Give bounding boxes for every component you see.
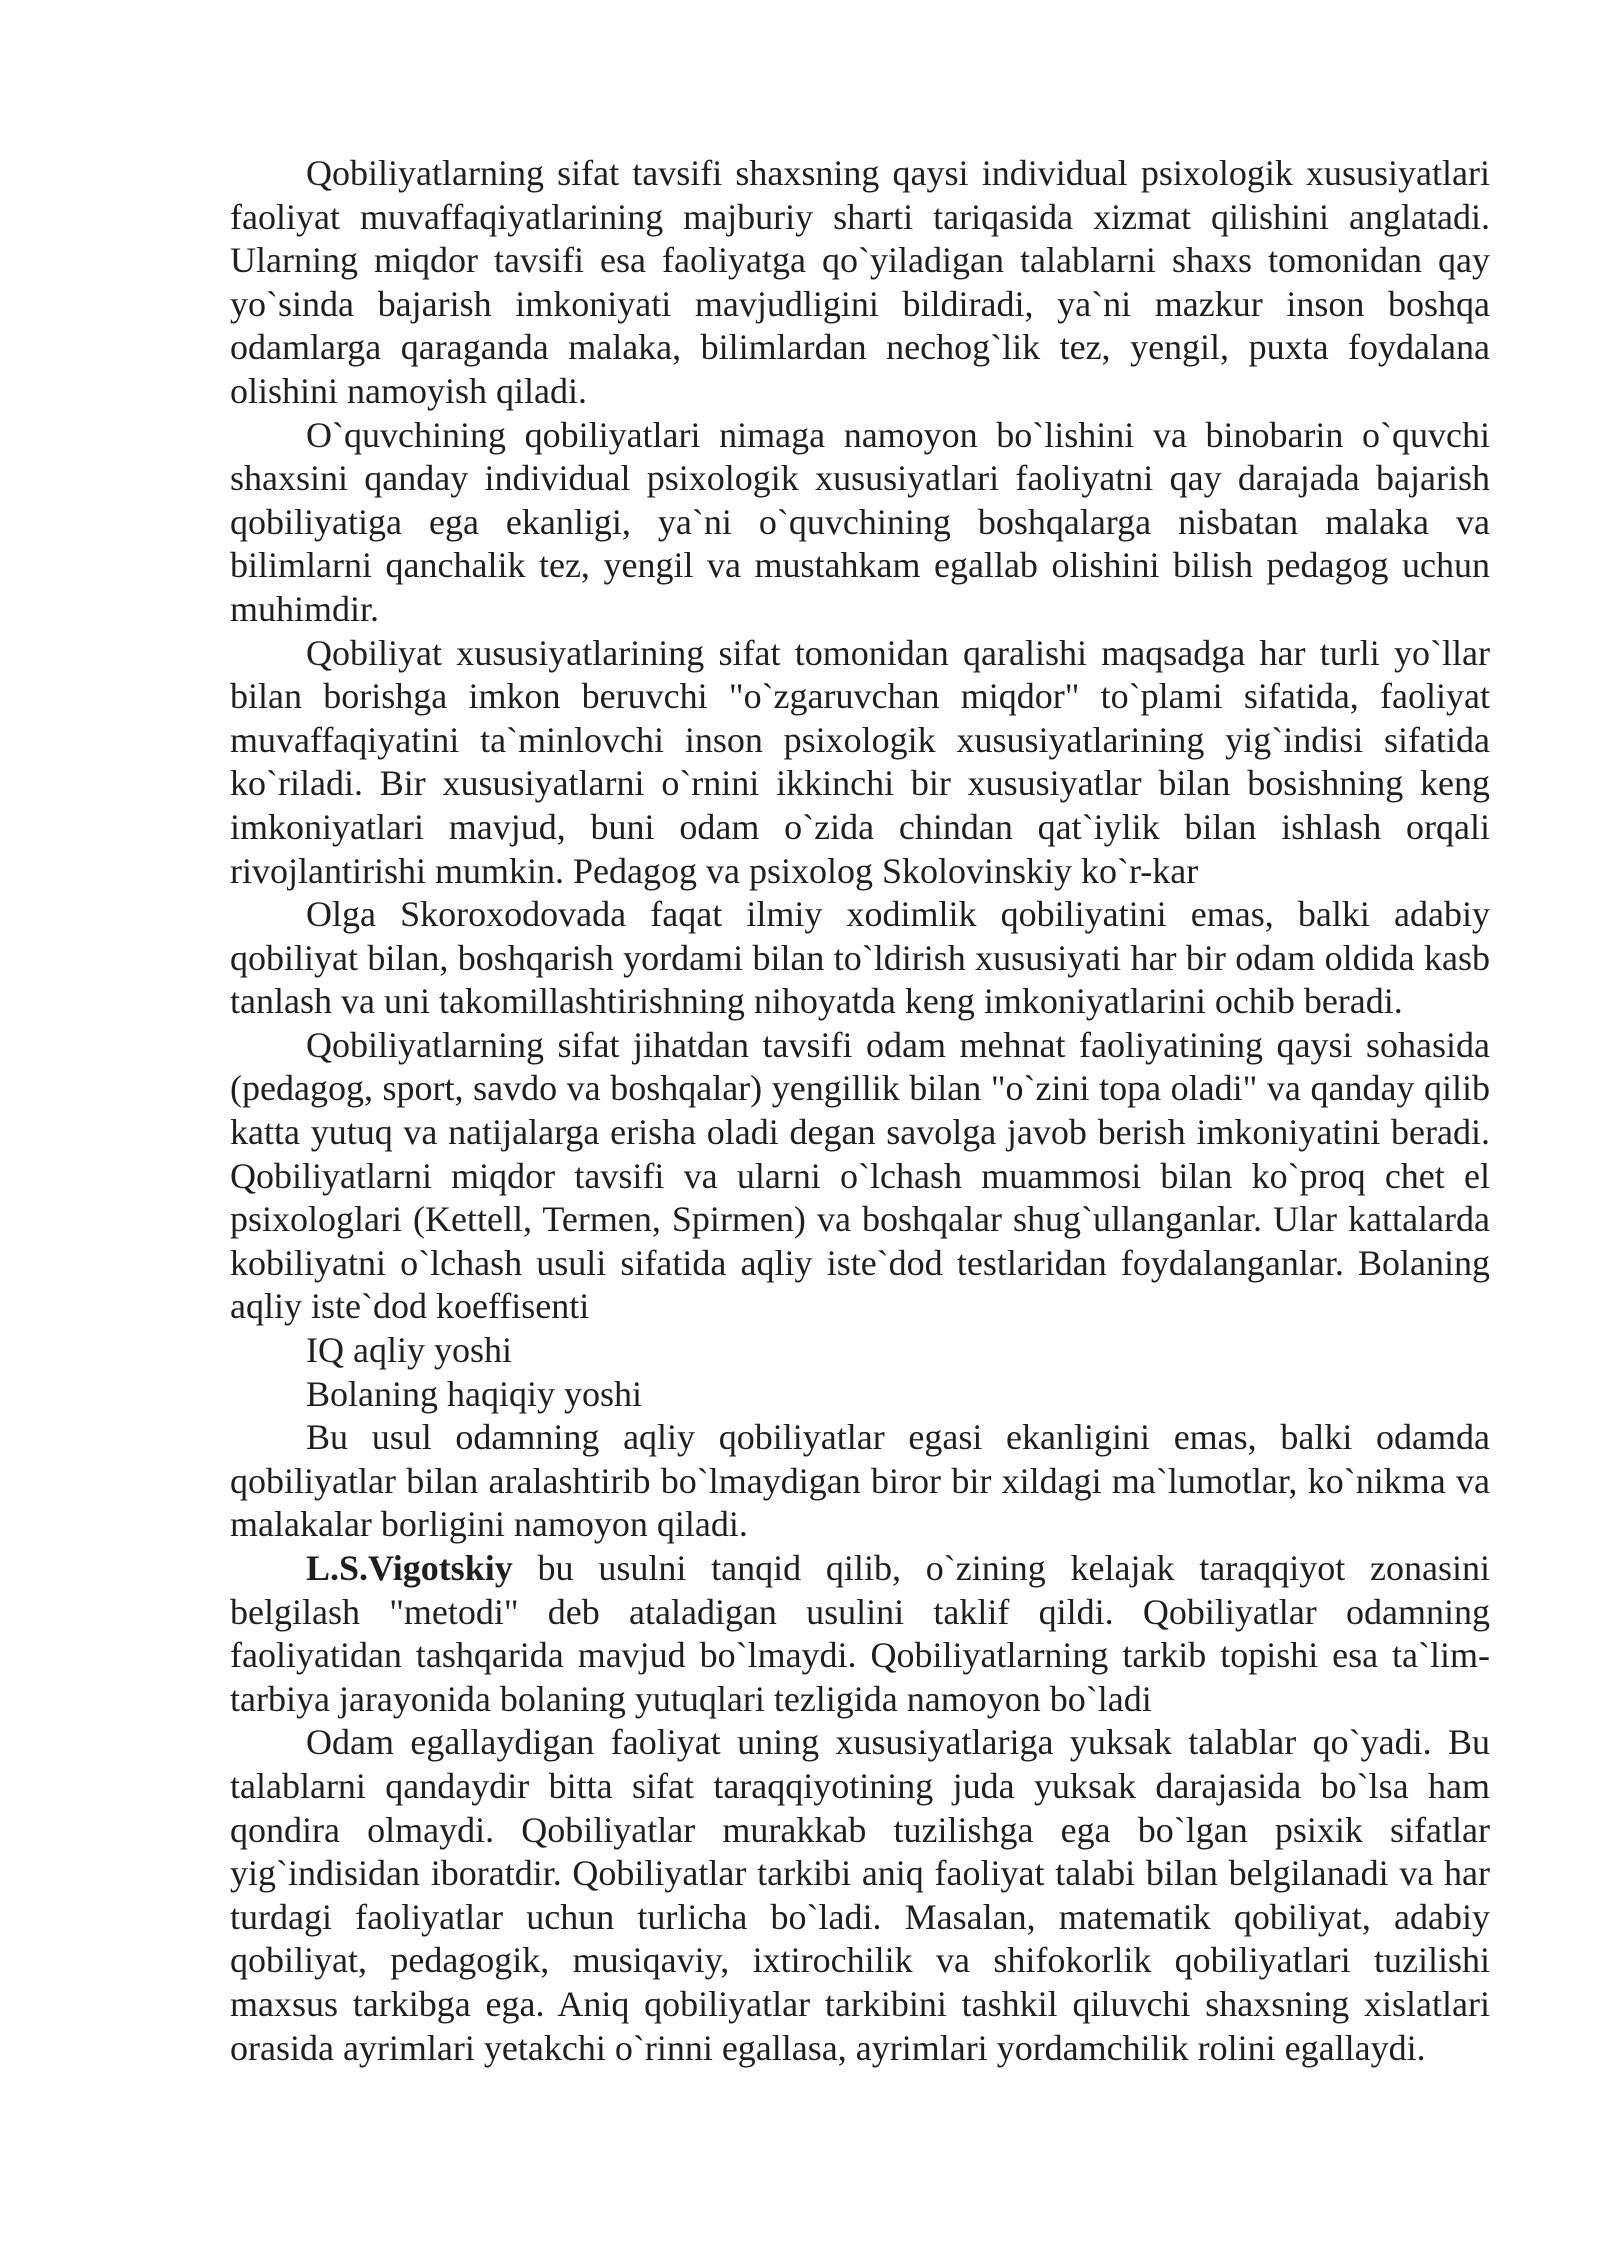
paragraph-4: Olga Skoroxodovada faqat ilmiy xodimlik qobiliyatini emas, balki adabiy qobiliyat bilan, boshqarish yordami bilan to`ldirish xususiyati har bir odam oldida kasb tanlash va uni takomillashtirishning nihoyatda keng imkoniyatlarini ochib beradi. (230, 894, 1490, 1022)
paragraph-5: Qobiliyatlarning sifat jihatdan tavsifi odam mehnat faoliyatining qaysi sohasida (pedagog, sport, savdo va boshqalar) yengillik bilan "o`zini topa oladi" va qanday qilib katta yutuq va natijalarga erisha oladi degan savolga javob berish imkoniyatini beradi. Qobiliyatlarni miqdor tavsifi va ularni o`lchash muammosi bilan ko`proq chet el psixologlari (Kettell, Termen, Spirmen) va boshqalar shug`ullanganlar. Ular kattalarda kobiliyatni o`lchash usuli sifatida aqliy iste`dod testlaridan foydalanganlar. Bolaning aqliy iste`dod koeffisenti (230, 1024, 1490, 1327)
paragraph-3: Qobiliyat xususiyatlarining sifat tomonidan qaralishi maqsadga har turli yo`llar bilan borishga imkon beruvchi "o`zgaruvchan miqdor" to`plami sifatida, faoliyat muvaffaqiyatini ta`minlovchi inson psixologik xususiyatlarining yig`indisi sifatida ko`riladi. Bir xususiyatlarni o`rnini ikkinchi bir xususiyatlar bilan bosishning keng imkoniyatlari mavjud, buni odam o`zida chindan qat`iylik bilan ishlash orqali rivojlantirishi mumkin. Pedagog va psixolog Skolovinskiy ko`r-kar (230, 632, 1490, 891)
paragraph-10: Odam egallaydigan faoliyat uning xususiyatlariga yuksak talablar qo`yadi. Bu talablarni qandaydir bitta sifat taraqqiyotining juda yuksak darajasida bo`lsa ham qondira olmaydi. Qobiliyatlar murakkab tuzilishga ega bo`lgan psixik sifatlar yig`indisidan iboratdir. Qobiliyatlar tarkibi aniq faoliyat talabi bilan belgilanadi va har turdagi faoliyatlar uchun turlicha bo`ladi. Masalan, matematik qobiliyat, adabiy qobiliyat, pedagogik, musiqaviy, ixtirochilik va shifokorlik qobiliyatlari tuzilishi maxsus tarkibga ega. Aniq qobiliyatlar tarkibini tashkil qiluvchi shaxsning xislatlari orasida ayrimlari yetakchi o`rinni egallasa, ayrimlari yordamchilik rolini egallaydi. (230, 1722, 1490, 2068)
formula-line-denominator: Bolaning haqiqiy yoshi (306, 1373, 642, 1414)
paragraph-9 (230, 1547, 1490, 1721)
paragraph-2: O`quvchining qobiliyatlari nimaga namoyon bo`lishini va binobarin o`quvchi shaxsini qanday individual psixologik xususiyatlari faoliyatni qay darajada bajarish qobiliyatiga ega ekanligi, ya`ni o`quvchining boshqalarga nisbatan malaka va bilimlarni qanchalik tez, yengil va mustahkam egallab olishini bilish pedagog uchun muhimdir. (230, 414, 1490, 629)
formula-line-numerator: IQ aqliy yoshi (306, 1330, 512, 1371)
document-page (230, 152, 1490, 2070)
author-name: L.S.Vigotskiy (306, 1548, 513, 1588)
paragraph-1: Qobiliyatlarning sifat tavsifi shaxsning qaysi individual psixologik xususiyatlari faoliyat muvaffaqiyatlarining majburiy sharti tariqasida xizmat qilishini anglatadi. Ularning miqdor tavsifi esa faoliyatga qo`yiladigan talablarni shaxs tomonidan qay yo`sinda bajarish imkoniyati mavjudligini bildiradi, ya`ni mazkur inson boshqa odamlarga qaraganda malaka, bilimlardan nechog`lik tez, yengil, puxta foydalana olishini namoyish qiladi. (230, 153, 1490, 411)
paragraph-9-text: bu usulni tanqid qilib, o`zining kelajak taraqqiyot zonasini belgilash "metodi" deb ataladigan usulini taklif qildi. Qobiliyatlar odamning faoliyatidan tashqarida mavjud bo`lmaydi. Qobiliyatlarning tarkib topishi esa ta`lim-tarbiya jarayonida bolaning yutuqlari tezligida namoyon bo`ladi (230, 1548, 1490, 1719)
paragraph-8: Bu usul odamning aqliy qobiliyatlar egasi ekanligini emas, balki odamda qobiliyatlar bilan aralashtirib bo`lmaydigan biror bir xildagi ma`lumotlar, ko`nikma va malakalar borligini namoyon qiladi. (230, 1417, 1490, 1545)
